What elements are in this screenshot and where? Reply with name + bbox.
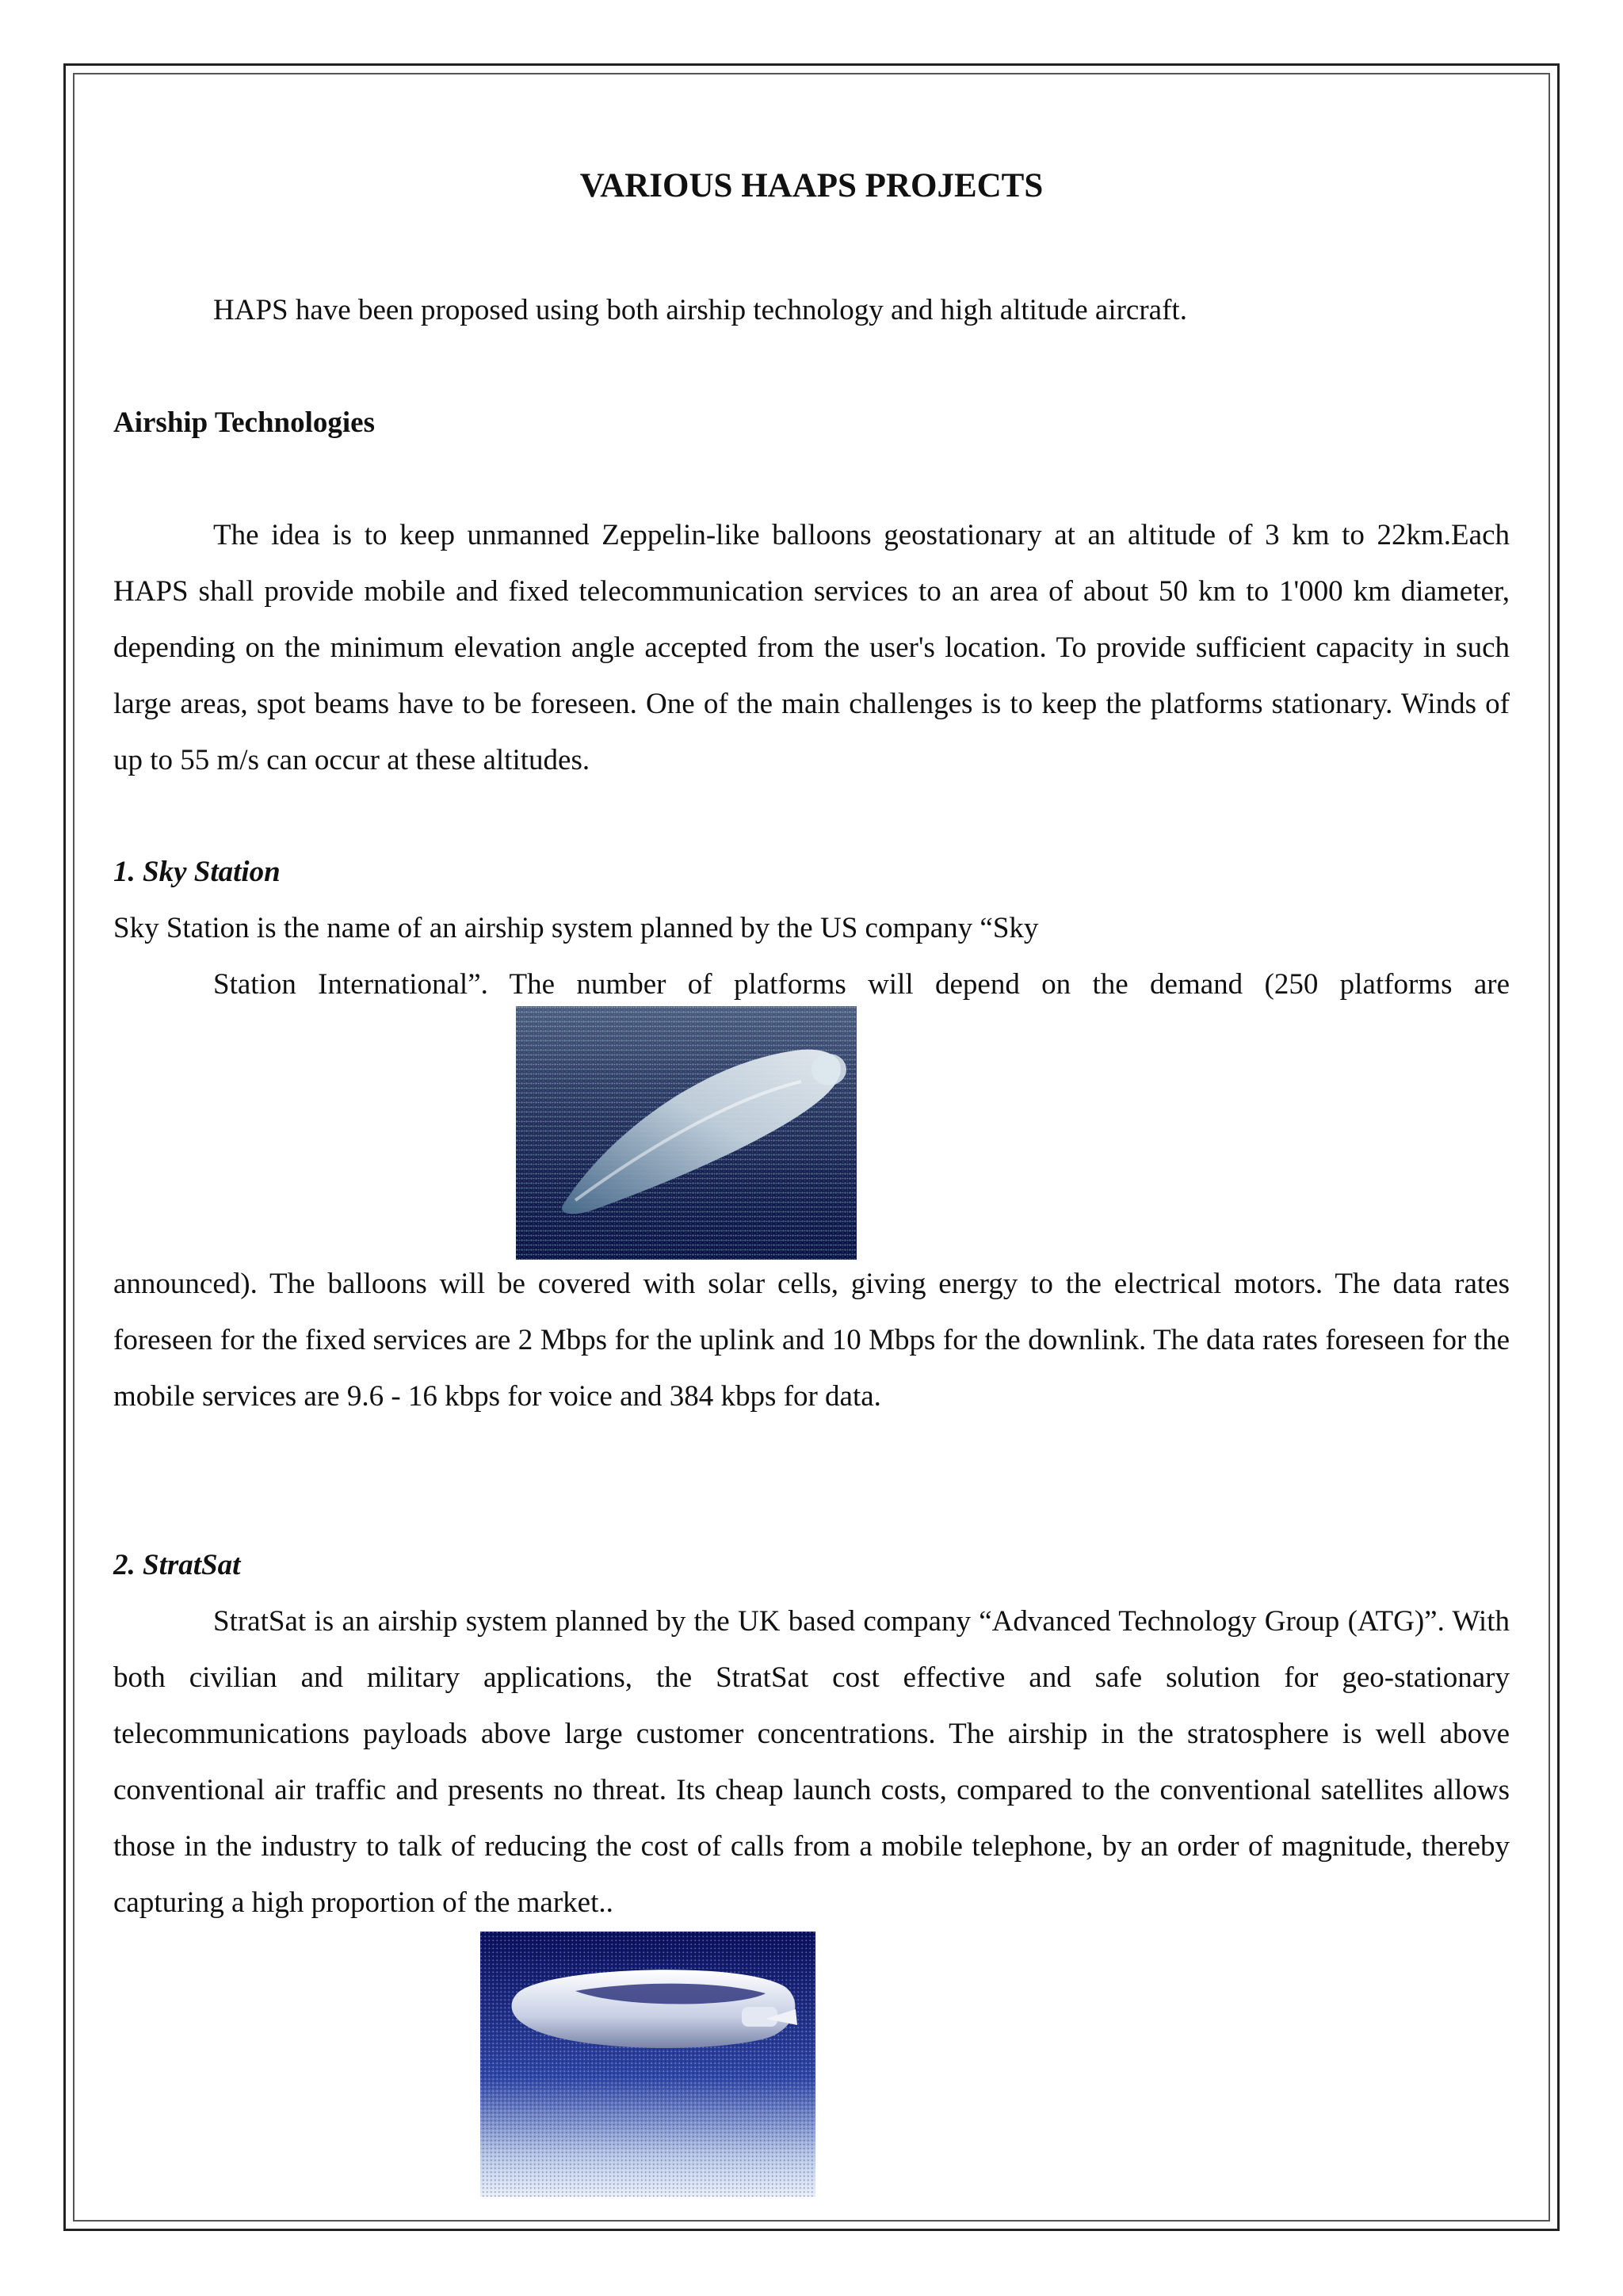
sky-station-line-2: Station International”. The number of platforms will depend on the demand (250 platforms are [213, 968, 1510, 1001]
airship-paragraph: The idea is to keep unmanned Zeppelin-like balloons geostationary at an altitude of 3 km to 22km.Each HAPS shall provide mobile and fixed telecommunication services to an area of about 50 km to 1'000 km diameter, depending on the minimum elevation angle accepted from the user's location. To provide sufficient capacity in such large areas, spot beams have to be foreseen. One of the main challenges is to keep the platforms stationary. Winds of up to 55 m/s can occur at these altitudes. [113, 519, 1510, 776]
page-title: VARIOUS HAAPS PROJECTS [579, 167, 1044, 204]
stratsat-paragraph: StratSat is an airship system planned by the UK based company “Advanced Technology Group (ATG)”. With both civilian and military applications, the StratSat cost effective and safe solution for geo-stationary telecommunications payloads above large customer concentrations. The airship in the stratosphere is well above conventional air traffic and presents no threat. Its cheap launch costs, compared to the conventional satellites allows those in the industry to talk of reducing the cost of calls from a mobile telephone, by an order of magnitude, thereby capturing a high proportion of the market.. [113, 1605, 1510, 1919]
sky-station-line-1: Sky Station is the name of an airship system planned by the US company “Sky [113, 912, 1039, 944]
intro-paragraph: HAPS have been proposed using both airship technology and high altitude aircraft. [213, 294, 1187, 326]
sky-station-paragraph: announced). The balloons will be covered with solar cells, giving energy to the electrical motors. The data rates foreseen for the fixed services are 2 Mbps for the uplink and 10 Mbps for the downlink. The data rates foreseen for the mobile services are 9.6 - 16 kbps for voice and 384 kbps for data. [113, 1268, 1510, 1413]
airship-heading: Airship Technologies [113, 406, 376, 439]
stratsat-heading: 2. StratSat [113, 1549, 241, 1581]
sky-station-airship-image [516, 1006, 857, 1260]
stratsat-airship-image [480, 1932, 815, 2197]
sky-station-heading: 1. Sky Station [113, 856, 281, 888]
